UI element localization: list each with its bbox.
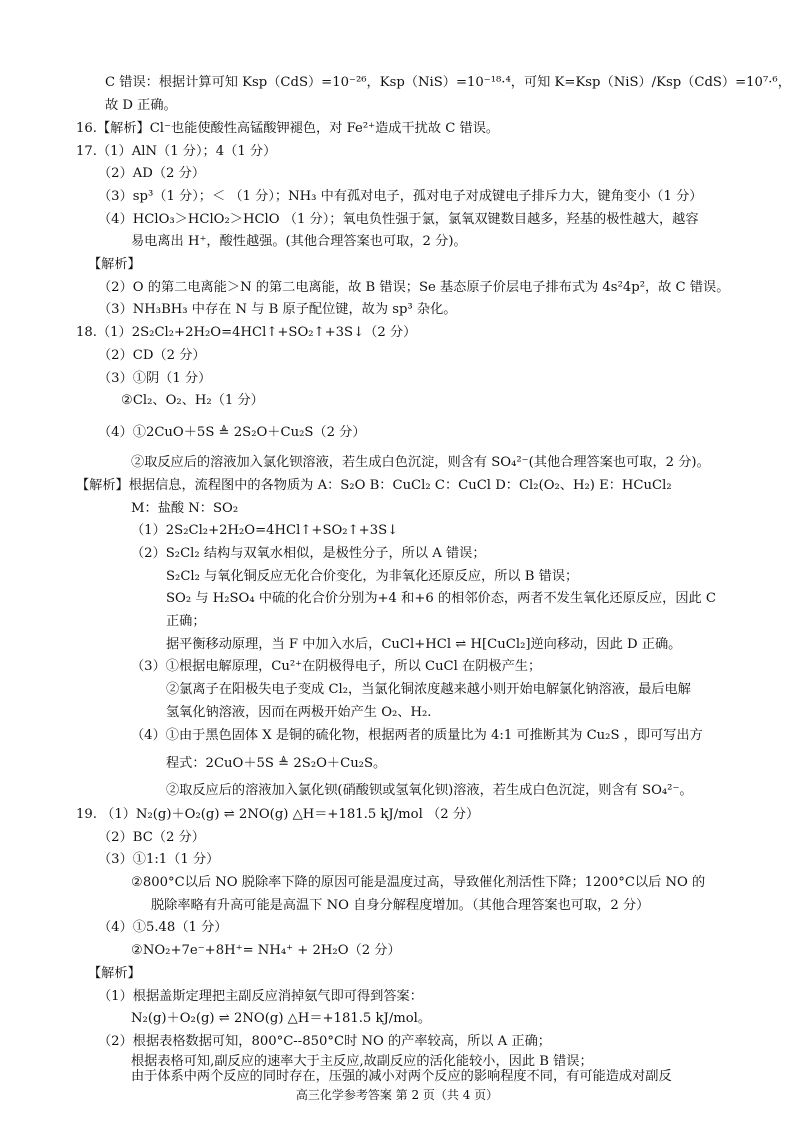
text-line: N₂(g)＋O₂(g) ⇌ 2NO(g) △H＝+181.5 kJ/mol。 <box>131 1011 432 1026</box>
text-line: （3）sp³（1 分）；＜ （1 分）；NH₃ 中有孤对电子，孤对电子对成键电子排斥力大，键角变小（1 分） <box>98 189 703 204</box>
text-line: S₂Cl₂ 与氧化铜反应无化合价变化，为非氧化还原反应，所以 B 错误； <box>166 569 579 584</box>
text-line: （3）①根据电解原理，Cu²⁺在阴极得电子，所以 CuCl 在阴极产生； <box>131 659 542 674</box>
text-line: 脱除率略有升高可能是高温下 NO 自身分解程度增加。（其他合理答案也可取，2 分） <box>151 898 650 913</box>
text-line: 故 D 正确。 <box>105 98 177 113</box>
text-line: 16.【解析】Cl⁻也能使酸性高锰酸钾褪色，对 Fe²⁺造成干扰故 C 错误。 <box>76 121 500 136</box>
text-line: ②Cl₂、O₂、H₂（1 分） <box>121 393 264 408</box>
text-line: 【解析】 <box>88 257 141 272</box>
text-line: ②取反应后的溶液加入氯化钡(硝酸钡或氢氧化钡)溶液，若生成白色沉淀，则含有 SO₄²⁻。 <box>166 783 693 798</box>
text-line: 17.（1）AlN（1 分）；4（1 分） <box>76 144 277 159</box>
text-line: （4）①2CuO＋5S ≜ 2S₂O＋Cu₂S（2 分） <box>98 425 366 440</box>
text-line: （2）O 的第二电离能＞N 的第二电离能，故 B 错误；Se 基态原子价层电子排布式为 4s²4p²，故 C 错误。 <box>98 280 730 295</box>
text-line: 氢氧化钠溶液，因而在两极开始产生 O₂、H₂. <box>166 705 432 720</box>
text-line: （3）①阴（1 分） <box>98 371 212 386</box>
text-line: （4）HClO₃＞HClO₂＞HClO （1 分）；氧电负性强于氯，氯氧双键数目越多，羟基的极性越大，越容 <box>98 212 699 227</box>
text-line: （2）BC（2 分） <box>98 830 205 845</box>
text-line: （2）AD（2 分） <box>98 166 206 181</box>
text-line: （2）CD（2 分） <box>98 348 206 363</box>
text-line: 据平衡移动原理，当 F 中加入水后，CuCl+HCl ⇌ H[CuCl₂]逆向移动，因此 D 正确。 <box>166 637 682 652</box>
text-line: （1）2S₂Cl₂+2H₂O=4HCl↑+SO₂↑+3S↓ <box>131 523 399 538</box>
text-line: SO₂ 与 H₂SO₄ 中硫的化合价分别为+4 和+6 的相邻价态，两者不发生氧化还原反应，因此 C <box>166 591 716 606</box>
text-line: （4）①由于黑色固体 X 是铜的硫化物，根据两者的质量比为 4:1 可推断其为 Cu₂S ，即可写出方 <box>131 728 703 743</box>
text-line: 正确； <box>166 614 206 629</box>
text-line: ②800°C以后 NO 脱除率下降的原因可能是温度过高，导致催化剂活性下降；1200°C以后 NO 的 <box>131 875 706 890</box>
text-line: 【解析】 <box>88 966 141 981</box>
text-line: 由于体系中两个反应的同时存在，压强的减小对两个反应的影响程度不同，有可能造成对副反 <box>131 1069 672 1084</box>
text-line: （2）根据表格数据可知，800°C--850°C时 NO 的产率较高，所以 A 正确； <box>98 1034 551 1049</box>
text-line: 根据表格可知,副反应的速率大于主反应,故副反应的活化能较小，因此 B 错误； <box>131 1054 593 1069</box>
text-line: （1）根据盖斯定理把主副反应消掉氨气即可得到答案： <box>98 989 423 1004</box>
text-line: 18.（1）2S₂Cl₂+2H₂O=4HCl↑+SO₂↑+3S↓（2 分） <box>76 325 417 340</box>
text-line: 19. （1）N₂(g)＋O₂(g) ⇌ 2NO(g) △H＝+181.5 kJ/mol （2 分） <box>76 807 480 822</box>
text-line: 易电离出 H⁺，酸性越强。(其他合理答案也可取，2 分)。 <box>131 234 467 249</box>
text-line: （3）NH₃BH₃ 中存在 N 与 B 原子配位键，故为 sp³ 杂化。 <box>98 302 457 317</box>
page-footer: 高三化学参考答案 第 2 页（共 4 页） <box>295 1088 499 1102</box>
text-line: （4）①5.48（1 分） <box>98 920 228 935</box>
text-line: （3）①1:1（1 分） <box>98 852 220 867</box>
text-line: ②取反应后的溶液加入氯化钡溶液，若生成白色沉淀，则含有 SO₄²⁻(其他合理答案也可取，2 分)。 <box>131 455 710 470</box>
text-line: C 错误：根据计算可知 Ksp（CdS）=10⁻²⁶，Ksp（NiS）=10⁻¹⁸·⁴，可知 K=Ksp（NiS）/Ksp（CdS）=10⁷·⁶， <box>105 75 791 90</box>
text-line: 程式：2CuO＋5S ≜ 2S₂O＋Cu₂S。 <box>166 756 387 771</box>
text-line: ②NO₂+7e⁻+8H⁺= NH₄⁺ + 2H₂O（2 分） <box>131 943 401 958</box>
text-line: M：盐酸 N：SO₂ <box>131 501 239 516</box>
text-line: 【解析】根据信息，流程图中的各物质为 A：S₂O B：CuCl₂ C：CuCl D：Cl₂(O₂、H₂) E：HCuCl₂ <box>76 478 672 493</box>
text-line: ②氯离子在阳极失电子变成 Cl₂，当氯化铜浓度越来越小则开始电解氯化钠溶液，最后电解 <box>166 682 691 697</box>
text-line: （2）S₂Cl₂ 结构与双氧水相似，是极性分子，所以 A 错误； <box>131 546 486 561</box>
